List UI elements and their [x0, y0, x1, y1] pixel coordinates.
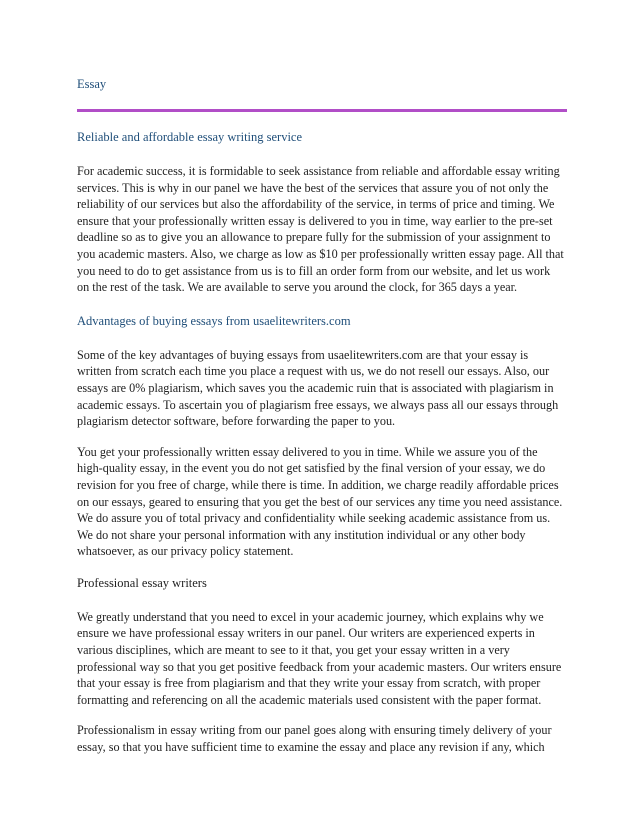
section-heading-reliable: Reliable and affordable essay writing service — [77, 130, 303, 144]
paragraph-professional-1: We greatly understand that you need to excel in your academic journey, which explains why we ensure we have professional essay writers in our panel. Our writers are experienced experts in various disciplines, which are meant to see to it that, you get your essay written in a very professional way so that you get positive feedback from your academic masters. Our writers ensure that your essay is free from plagiarism and that they write your essay from scratch, with proper formatting and referencing on all the academic materials used consistent with the paper format. — [77, 609, 562, 707]
paragraph-professional-2: Professionalism in essay writing from our panel goes along with ensuring timely delivery of your essay, so that you have sufficient time to examine the essay and place any revision if any, which — [77, 723, 552, 755]
title-rule — [77, 109, 567, 112]
section-heading-professional: Professional essay writers — [77, 575, 207, 590]
paragraph-reliable-1: For academic success, it is formidable to seek assistance from reliable and affordable essay writing services. This is why in our panel we have the best of the services that assure you of not only the reliability of our services but also the affordability of the service, in terms of price and timing. We ensure that your professionally written essay is delivered to you in time, way earlier to the pre-set deadline so as to give you an allowance to prepare fully for the submission of your assignment to you academic masters. Also, we charge as low as $10 per professionally written essay page. All that you need to do to get assistance from us is to fill an order form from our website, and let us work on the rest of the task. We are available to serve you around the clock, for 365 days a year. — [77, 164, 564, 295]
section-heading-advantages: Advantages of buying essays from usaelitewriters.com — [77, 313, 351, 328]
document-content — [77, 76, 565, 756]
paragraph-advantages-1: Some of the key advantages of buying essays from usaelitewriters.com are that your essay is written from scratch each time you place a request with us, we do not resell our essays. Also, our essays are 0% plagiarism, which saves you the academic ruin that is associated with plagiarism in academic essays. To ascertain you of plagiarism free essays, we always pass all our essays through plagiarism detector software, before forwarding the paper to you. — [77, 347, 559, 429]
document-title: Essay — [77, 77, 107, 91]
paragraph-advantages-2: You get your professionally written essay delivered to you in time. While we assure you of the high-quality essay, in the event you do not get satisfied by the final version of your essay, we do revision for you free of charge, while there is time. In addition, we charge readily affordable prices on our essays, geared to ensuring that you get the best of our services any time you need assistance. We do assure you of total privacy and confidentiality while seeking academic assistance from us. We do not share your personal information with any institution individual or any other body whatsoever, as our privacy policy statement. — [77, 444, 563, 559]
